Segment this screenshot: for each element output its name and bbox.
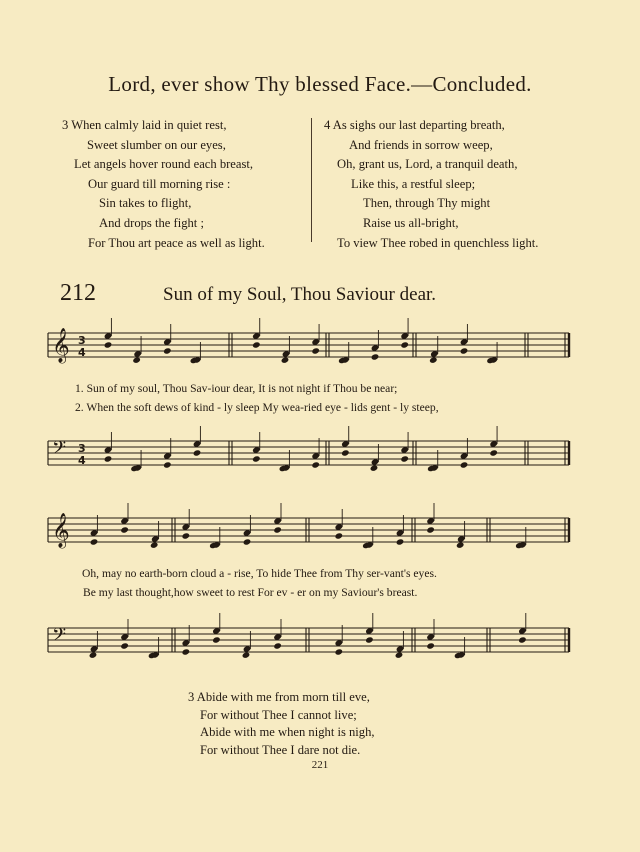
- note-head: [252, 341, 261, 348]
- note-head: [252, 455, 261, 462]
- note-head: [150, 542, 159, 549]
- note-head: [120, 642, 129, 649]
- note-head: [182, 648, 191, 655]
- verse-line: 3 When calmly laid in quiet rest,: [62, 118, 227, 132]
- note-head: [311, 461, 320, 468]
- note-head: [426, 642, 435, 649]
- note-head: [182, 532, 191, 539]
- treble-clef-icon: 𝄞: [52, 328, 70, 363]
- note-head: [370, 465, 379, 472]
- verse-line: 4 As sighs our last departing breath,: [324, 118, 505, 132]
- note-head: [371, 353, 380, 360]
- note-head: [120, 526, 129, 533]
- note-head: [456, 542, 465, 549]
- clefs: [52, 328, 86, 650]
- note-head: [212, 636, 221, 643]
- verse-3-extra: [188, 689, 375, 759]
- verse-line: Oh, grant us, Lord, a tranquil death,: [337, 157, 518, 172]
- note-head: [90, 538, 99, 545]
- verse-line: To view Thee robed in quenchless light.: [337, 235, 539, 250]
- note-heads: [89, 318, 527, 659]
- note-head: [104, 341, 113, 348]
- verse-line: For without Thee I cannot live;: [200, 707, 357, 722]
- lyrics-line: Oh, may no earth-born cloud a - rise, To hide Thee from Thy ser-vant's eyes.: [82, 567, 437, 580]
- staff-lines: [48, 333, 569, 652]
- note-head: [193, 449, 202, 456]
- verse-line: And friends in sorrow weep,: [349, 137, 493, 152]
- verse-line: Our guard till morning rise :: [88, 176, 231, 191]
- note-head: [489, 449, 498, 456]
- note-head: [163, 347, 172, 354]
- note-head: [243, 538, 252, 545]
- bass-clef-icon: 𝄢: [52, 625, 67, 650]
- note-head: [460, 461, 469, 468]
- time-signature-bottom: 4: [78, 454, 86, 467]
- verse-line: Like this, a restful sleep;: [351, 176, 476, 191]
- lyrics-line: 1. Sun of my soul, Thou Sav-iour dear, It is not night if Thou be near;: [75, 382, 398, 395]
- hymn-title: Sun of my Soul, Thou Saviour dear.: [163, 284, 437, 305]
- page-title: Lord, ever show Thy blessed Face.—Concluded.: [108, 72, 532, 96]
- barlines: [48, 333, 569, 652]
- verse-line: For without Thee I dare not die.: [200, 742, 361, 757]
- note-head: [426, 526, 435, 533]
- note-head: [273, 642, 282, 649]
- verse-line: And drops the fight ;: [99, 215, 204, 230]
- note-head: [395, 652, 404, 659]
- note-head: [429, 357, 438, 364]
- note-head: [396, 538, 405, 545]
- verse-line: Raise us all-bright,: [363, 215, 459, 230]
- note-head: [89, 652, 98, 659]
- verse-line: Let angels hover round each breast,: [74, 157, 254, 172]
- verse-line: Sweet slumber on our eyes,: [87, 137, 226, 152]
- note-head: [335, 648, 344, 655]
- time-signature-bottom: 4: [78, 346, 86, 359]
- note-head: [518, 636, 527, 643]
- verse-line: Then, through Thy might: [363, 196, 491, 211]
- hymn-number: 212: [60, 280, 96, 306]
- note-head: [335, 532, 344, 539]
- page-number: 221: [311, 759, 329, 771]
- note-head: [400, 455, 409, 462]
- note-head: [311, 347, 320, 354]
- treble-clef-icon: 𝄞: [52, 513, 70, 548]
- verse-line: For Thou art peace as well as light.: [88, 235, 265, 250]
- lyrics-line: Be my last thought,how sweet to rest For ev - er on my Saviour's breast.: [83, 586, 418, 599]
- note-head: [281, 357, 290, 364]
- time-signature-top: 3: [78, 334, 86, 347]
- note-head: [242, 652, 251, 659]
- note-head: [132, 357, 141, 364]
- note-head: [341, 449, 350, 456]
- bass-clef-icon: 𝄢: [52, 438, 67, 463]
- verse-line: 3 Abide with me from morn till eve,: [188, 690, 370, 704]
- time-signature-top: 3: [78, 442, 86, 455]
- note-head: [163, 461, 172, 468]
- lyrics-line: 2. When the soft dews of kind - ly sleep My wea-ried eye - lids gent - ly steep,: [75, 401, 439, 414]
- note-head: [273, 526, 282, 533]
- note-head: [104, 455, 113, 462]
- note-head: [365, 636, 374, 643]
- note-head: [400, 341, 409, 348]
- verse-line: Abide with me when night is nigh,: [200, 725, 375, 740]
- note-head: [460, 347, 469, 354]
- verse-line: Sin takes to flight,: [99, 196, 192, 211]
